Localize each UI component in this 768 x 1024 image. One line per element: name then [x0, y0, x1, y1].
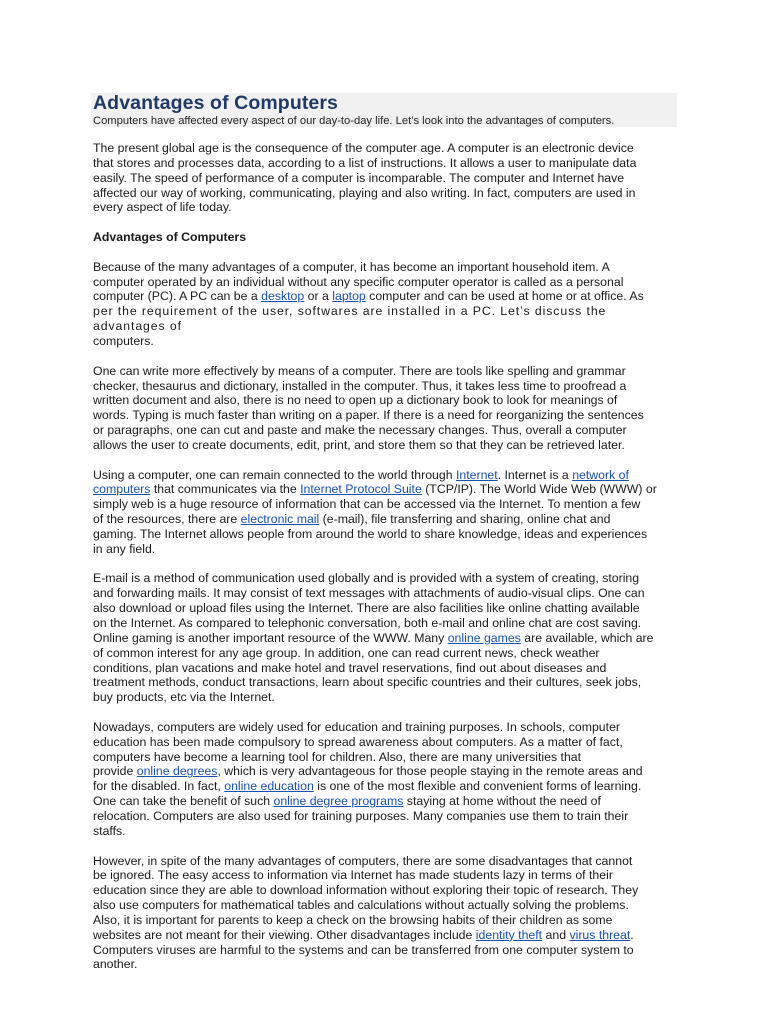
link-internet-protocol-suite[interactable]: Internet Protocol Suite [300, 482, 422, 497]
section-heading: Advantages of Computers [93, 230, 247, 245]
paragraph-education: Nowadays, computers are widely used for education and training purposes. In schools, computer education has been made compulsory to spread awareness about computers. As a matter of fact, computers have become a learning tool for children. Also, there are many universities that provide online degrees, which is very advantageous for those people staying in the remote areas and for the disabled. In fact, online education is one of the most flexible and convenient forms of learning. One can take the benefit of such online degree programs staying at home without the need of relocation. Computers are also used for training purposes. Many companies use them to train their staffs. [93, 719, 643, 838]
link-network-of-computers[interactable]: network of [572, 467, 629, 482]
link-identity-theft[interactable]: identity theft [475, 927, 543, 942]
link-laptop[interactable]: laptop [332, 289, 366, 304]
link-online-games[interactable]: online games [447, 630, 521, 645]
article-body [93, 141, 683, 987]
link-electronic-mail[interactable]: electronic mail [240, 512, 320, 527]
link-desktop[interactable]: desktop [261, 289, 305, 304]
link-online-degree-programs[interactable]: online degree programs [273, 794, 404, 809]
paragraph-writing: One can write more effectively by means of a computer. There are tools like spelling and grammar checker, thesaurus and dictionary, installed in the computer. Thus, it takes less time to proofread a written document and also, there is no need to open up a dictionary book to look for meanings of words. Typing is much faster than writing on a paper. If there is a need for reorganizing the sentences or paragraphs, one can cut and paste and make the necessary changes. Thus, overall a computer allows the user to create documents, edit, print, and store them so that they can be retrieved later. [93, 363, 644, 452]
paragraph-internet: Using a computer, one can remain connected to the world through Internet. Internet is a network of computers that communicates via the Internet Protocol Suite (TCP/IP). The World Wide Web (WWW) or simply web is a huge resource of information that can be accessed via the Internet. To mention a few of the resources, there are electronic mail (e-mail), file transferring and sharing, online chat and gaming. The Internet allows people from around the world to share knowledge, ideas and experiences in any field. [93, 467, 657, 556]
page-title: Advantages of Computers [93, 92, 339, 114]
link-online-degrees[interactable]: online degrees [136, 764, 218, 779]
paragraph-intro: The present global age is the consequence of the computer age. A computer is an electronic device that stores and processes data, according to a list of instructions. It allows a user to manipulate data easily. The speed of performance of a computer is incomparable. The computer and Internet have affected our way of working, communicating, playing and also writing. In fact, computers are used in every aspect of life today. [93, 141, 637, 215]
paragraph-email: E-mail is a method of communication used globally and is provided with a system of creating, storing and forwarding mails. It may consist of text messages with attachments of audio-visual clips. One can also download or upload files using the Internet. There are also facilities like online chatting available on the Internet. As compared to telephonic conversation, both e-mail and online chat are cost saving. Online gaming is another important resource of the WWW. Many online games are available, which are of common interest for any age group. In addition, one can read current news, check weather conditions, plan vacations and make hotel and travel reservations, find out about diseases and treatment methods, conduct transactions, learn about specific countries and their cultures, seek jobs, buy products, etc via the Internet. [93, 571, 654, 705]
link-virus-threat[interactable]: virus threat [569, 927, 631, 942]
paragraph-household: Because of the many advantages of a computer, it has become an important household item. A computer operated by an individual without any specific computer operator is called as a personal computer (PC). A PC can be a desktop or a laptop computer and can be used at home or at office. As per the requirement of the user, softwares are installed in a PC. Let’s discuss the advantages of computers. [93, 259, 644, 348]
paragraph-disadvantages: However, in spite of the many advantages of computers, there are some disadvantages that cannot be ignored. The easy access to information via Internet has made students lazy in terms of their education since they are able to download information without exploring their topic of research. They also use computers for mathematical tables and calculations without actually solving the problems. Also, it is important for parents to keep a check on the browsing habits of their children as some websites are not meant for their viewing. Other disadvantages include identity theft and virus threat. Computers viruses are harmful to the systems and can be transferred from one computer system to another. [93, 853, 639, 972]
page-subtitle: Computers have affected every aspect of our day-to-day life. Let’s look into the advantages of computers. [93, 115, 615, 127]
link-online-education[interactable]: online education [224, 779, 314, 794]
link-network-of-computers[interactable]: computers [93, 482, 151, 497]
link-internet[interactable]: Internet [455, 467, 498, 482]
